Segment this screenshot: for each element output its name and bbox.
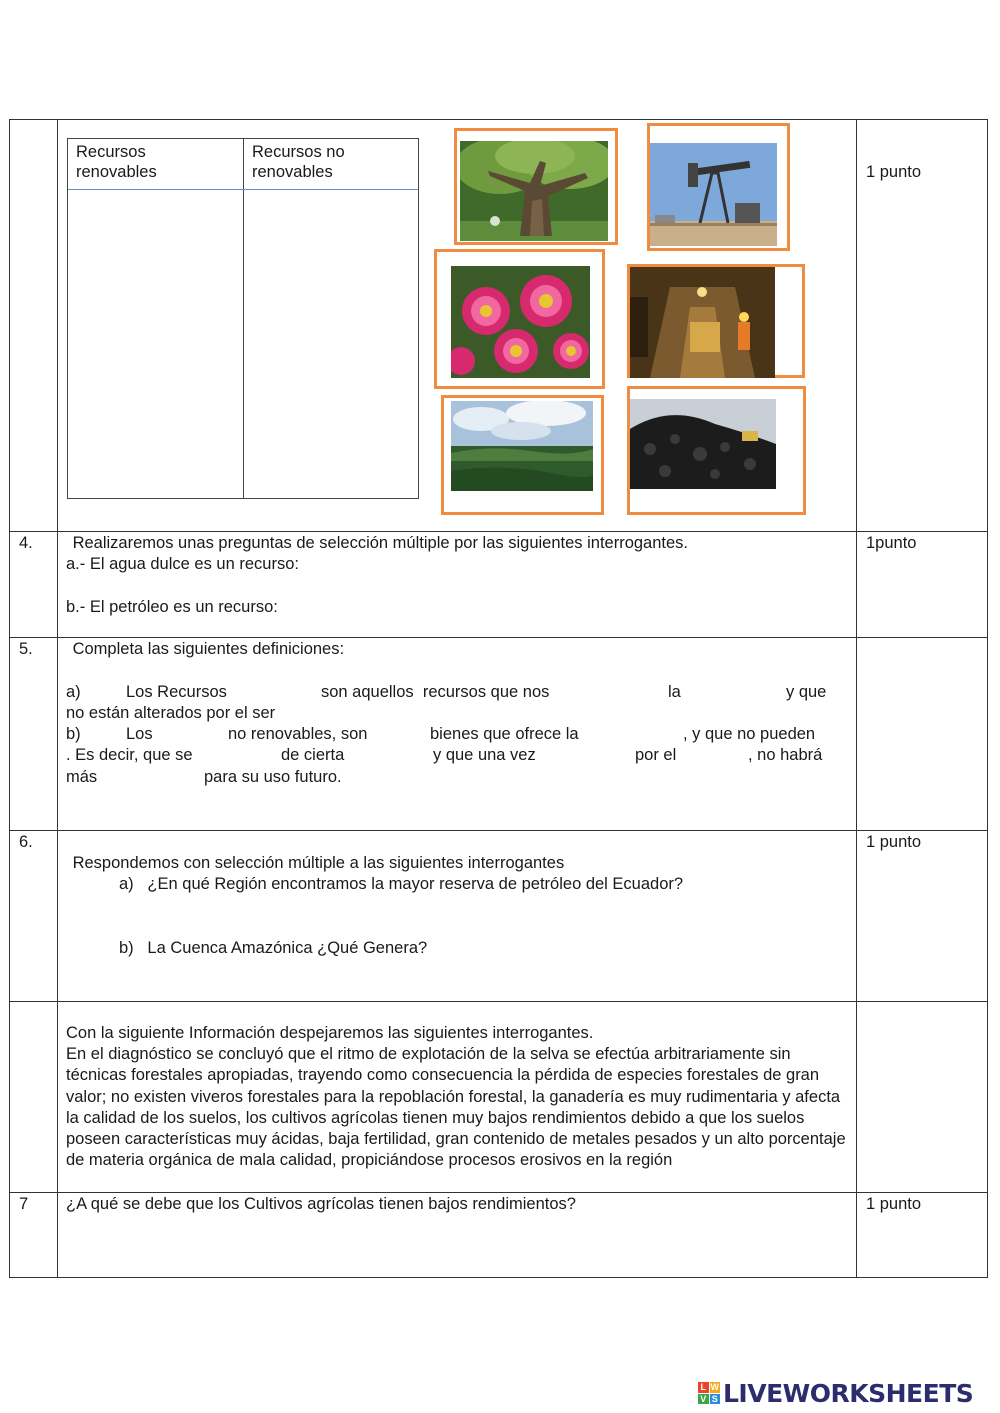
q6-points: 1 punto [866, 833, 922, 851]
q5a-part: y que [786, 683, 827, 701]
logo-badge-letter: V [698, 1394, 709, 1405]
q4-number: 4. [19, 534, 33, 552]
mine-photo [630, 267, 775, 378]
q5a-part: la [668, 683, 681, 701]
flowers-photo [451, 266, 590, 378]
q5b-part: bienes que ofrece la [430, 725, 579, 743]
q5b-line2-part: , no habrá [748, 746, 823, 764]
q5-title: Completa las siguientes definiciones: [68, 640, 345, 658]
forest-photo [451, 401, 593, 491]
tree-card[interactable] [454, 128, 618, 245]
drop-zone-renewable[interactable] [68, 190, 243, 498]
q5b-line2-part: y que una vez [433, 746, 536, 764]
q5b-line2-part: . Es decir, que se [66, 746, 193, 764]
q5b-line3-part: más [66, 768, 98, 786]
q5a-line2: no están alterados por el ser [66, 704, 276, 722]
mine-card[interactable] [627, 264, 805, 378]
q5b-part: no renovables, son [228, 725, 368, 743]
q7-points: 1 punto [866, 1195, 922, 1213]
forest-card[interactable] [441, 395, 604, 515]
logo-badge-icon [698, 1382, 720, 1404]
header-non-renewable: Recursos no renovables [252, 143, 345, 181]
q5b-part: , y que no pueden [683, 725, 816, 743]
q5-number: 5. [19, 640, 33, 658]
liveworksheets-logo [698, 1378, 973, 1408]
flowers-card[interactable] [434, 249, 605, 389]
q6-number: 6. [19, 833, 33, 851]
info-intro: Con la siguiente Información despejaremos las siguientes interrogantes. [66, 1024, 594, 1042]
q5b-line2-part: por el [635, 746, 677, 764]
q4-question-b: b.- El petróleo es un recurso: [66, 598, 278, 616]
q6-title: Respondemos con selección múltiple a las siguientes interrogantes [68, 854, 565, 872]
logo-text: LIVEWORKSHEETS [723, 1378, 974, 1408]
q5b-line2-part: de cierta [281, 746, 345, 764]
logo-badge-letter: S [710, 1394, 721, 1405]
header-renewable: Recursos renovables [76, 143, 157, 181]
oil-pump-card[interactable] [647, 123, 790, 251]
q7-question: ¿A qué se debe que los Cultivos agrícolas tienen bajos rendimientos? [66, 1195, 576, 1213]
q7-number: 7 [19, 1195, 29, 1213]
drop-zone-non-renewable[interactable] [244, 190, 418, 498]
logo-badge-letter: W [710, 1382, 719, 1393]
q6-question-a: a) ¿En qué Región encontramos la mayor reserva de petróleo del Ecuador? [119, 875, 684, 893]
q5a-part: a) [66, 683, 81, 701]
q5b-part: Los [126, 725, 153, 743]
tree-photo [460, 141, 608, 241]
q4-title: Realizaremos unas preguntas de selección múltiple por las siguientes interrogantes. [68, 534, 689, 552]
q5a-part: Los Recursos [126, 683, 227, 701]
q4-question-a: a.- El agua dulce es un recurso: [66, 555, 299, 573]
q5a-part: son aquellos recursos que nos [321, 683, 550, 701]
info-paragraph: En el diagnóstico se concluyó que el ritmo de explotación de la selva se efectúa arbitrariamente sin técnicas forestales apropiadas, trayendo como consecuencia la pérdida de especies forestales de gran valor; no existen viveros forestales para la repoblación forestal, la ganadería es muy rudimentaria y afecta la calidad de los suelos, los cultivos agrícolas tienen muy bajos rendimientos debido a que los suelos poseen características muy ácidas, baja fertilidad, gran contenido de metales pesados y un alto porcentaje de materia orgánica de mala calidad, propiciándose procesos erosivos en la región [66, 1045, 846, 1170]
logo-badge-letter: L [698, 1382, 709, 1393]
q5b-line3-part: para su uso futuro. [204, 768, 342, 786]
oil-pump-photo [650, 143, 777, 246]
classification-table [67, 138, 419, 499]
q6-question-b: b) La Cuenca Amazónica ¿Qué Genera? [119, 939, 428, 957]
points-label: 1 punto [866, 163, 922, 181]
coal-card[interactable] [627, 386, 806, 515]
q4-points: 1punto [866, 534, 917, 552]
coal-photo [630, 399, 776, 489]
q5b-part: b) [66, 725, 81, 743]
